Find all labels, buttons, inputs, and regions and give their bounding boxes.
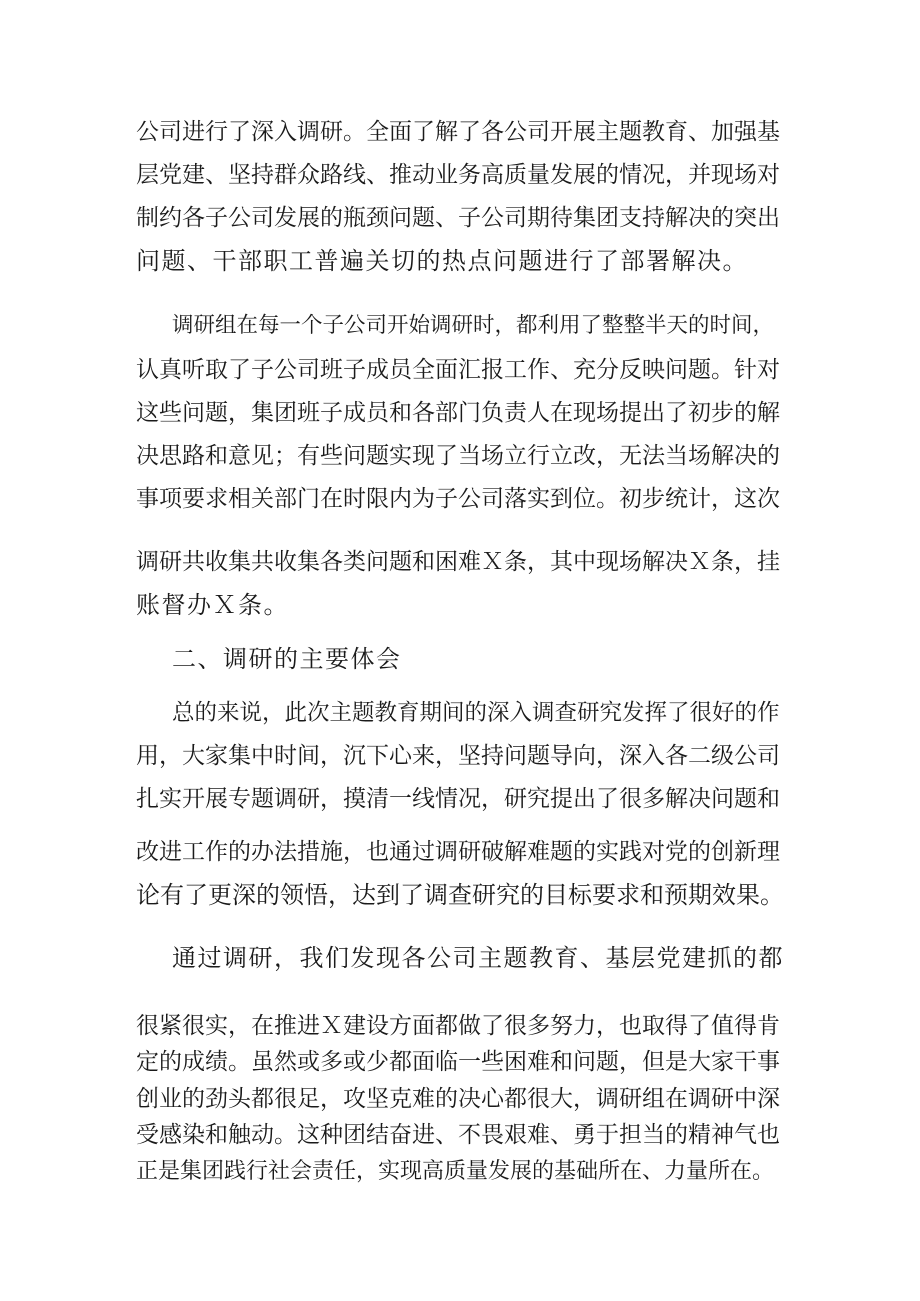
paragraph-line: 定的成绩。虽然或多或少都面临一些困难和问题，但是大家干事 xyxy=(136,1049,780,1075)
paragraph-line: 正是集团践行社会责任，实现高质量发展的基础所在、力量所在。 xyxy=(136,1159,775,1184)
paragraph-line: 账督办Ｘ条。 xyxy=(136,591,289,619)
paragraph-line: 通过调研，我们发现各公司主题教育、基层党建抓的都 xyxy=(172,944,784,972)
paragraph-line: 层党建、坚持群众路线、推动业务高质量发展的情况，并现场对 xyxy=(136,162,780,188)
paragraph-line: 这些问题，集团班子成员和各部门负责人在现场提出了初步的解 xyxy=(136,400,780,426)
section-heading: 二、调研的主要体会 xyxy=(172,645,402,673)
paragraph-line: 公司进行了深入调研。全面了解了各公司开展主题教育、加强基 xyxy=(136,119,780,145)
paragraph-line: 很紧很实，在推进Ｘ建设方面都做了很多努力，也取得了值得肯 xyxy=(136,1013,780,1039)
paragraph-line: 问题、干部职工普遍关切的热点问题进行了部署解决。 xyxy=(136,247,748,275)
paragraph-line: 用，大家集中时间，沉下心来，坚持问题导向，深入各二级公司 xyxy=(136,743,780,769)
paragraph-line: 创业的劲头都很足，攻坚克难的决心都很大，调研组在调研中深 xyxy=(136,1086,780,1112)
paragraph-line: 决思路和意见；有些问题实现了当场立行立改，无法当场解决的 xyxy=(136,443,780,469)
paragraph-line: 受感染和触动。这种团结奋进、不畏艰难、勇于担当的精神气也 xyxy=(136,1122,780,1148)
paragraph-line: 改进工作的办法措施，也通过调研破解难题的实践对党的创新理 xyxy=(136,839,780,865)
paragraph-line: 认真听取了子公司班子成员全面汇报工作、充分反映问题。针对 xyxy=(136,357,780,383)
paragraph-line: 总的来说，此次主题教育期间的深入调查研究发挥了很好的作 xyxy=(172,700,780,726)
paragraph-line: 扎实开展专题调研，摸清一线情况，研究提出了很多解决问题和 xyxy=(136,786,780,812)
paragraph-line: 调研组在每一个子公司开始调研时，都利用了整整半天的时间， xyxy=(172,313,775,338)
paragraph-line: 制约各子公司发展的瓶颈问题、子公司期待集团支持解决的突出 xyxy=(136,205,780,231)
paragraph-line: 论有了更深的领悟，达到了调查研究的目标要求和预期效果。 xyxy=(136,881,784,909)
paragraph-line: 事项要求相关部门在时限内为子公司落实到位。初步统计，这次 xyxy=(136,486,780,512)
paragraph-line: 调研共收集共收集各类问题和困难Ｘ条，其中现场解决Ｘ条，挂 xyxy=(136,549,780,575)
